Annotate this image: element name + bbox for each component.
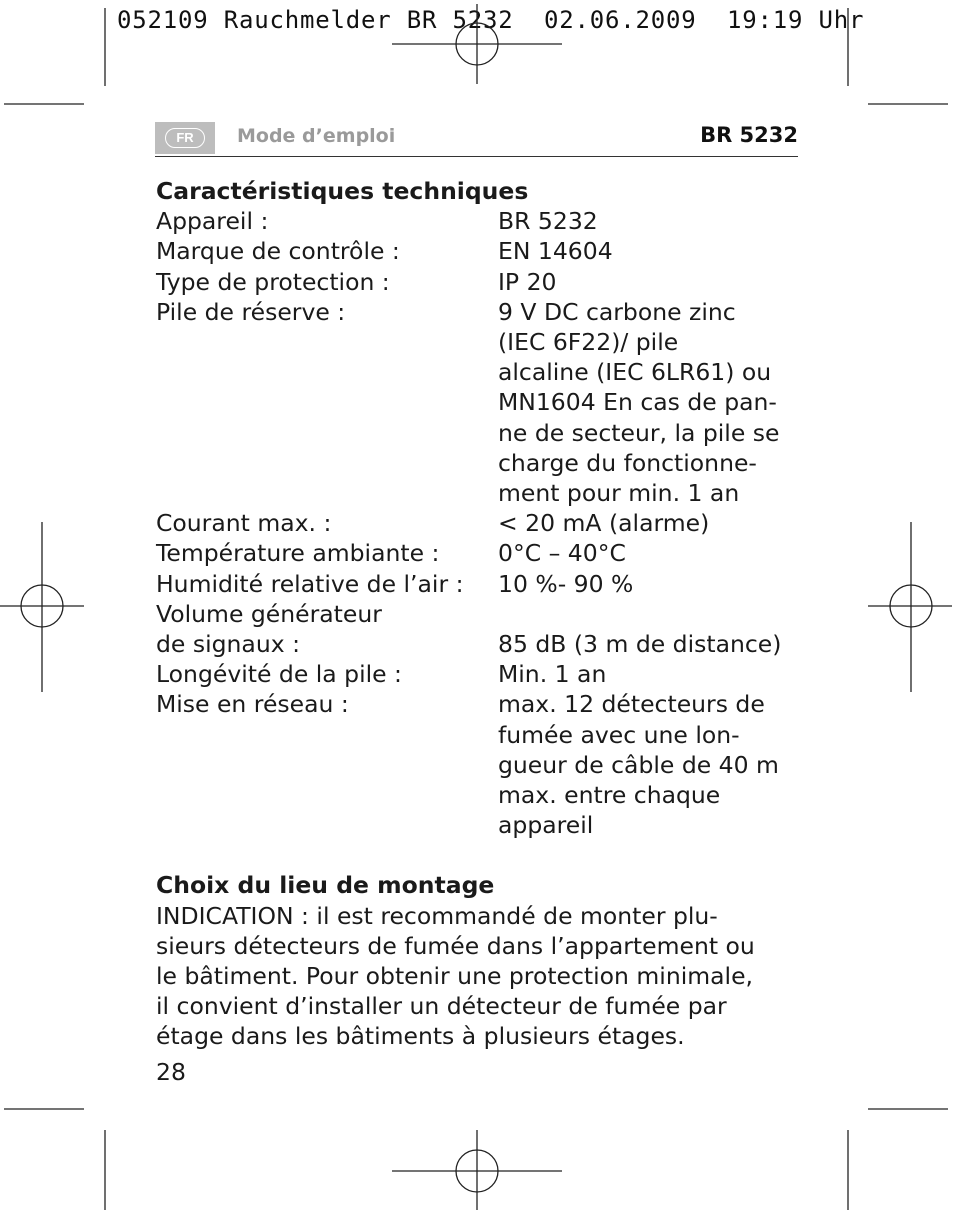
page-content xyxy=(156,176,806,1052)
spec-row xyxy=(156,689,806,840)
spec-value: BR 5232 xyxy=(498,207,598,236)
specs-heading: Caractéristiques techniques xyxy=(156,177,529,205)
spec-label: Pile de réserve : xyxy=(156,297,346,326)
spec-label: Longévité de la pile : xyxy=(156,660,402,689)
spec-row xyxy=(156,659,806,689)
spec-row xyxy=(156,599,806,659)
spec-value: Min. 1 an xyxy=(498,660,607,689)
print-slug: 052109 Rauchmelder BR 5232 02.06.2009 19:19 Uhr xyxy=(117,6,865,34)
section-label: Mode d’emploi xyxy=(237,125,396,147)
specs-table xyxy=(156,206,806,840)
spec-label: Température ambiante : xyxy=(156,539,440,568)
spec-label: Courant max. : xyxy=(156,509,332,538)
spec-value: 9 V DC carbone zinc (IEC 6F22)/ pile alcaline (IEC 6LR61) ou MN1604 En cas de pan- ne de secteur, la pile se charge du fonctionne- ment pour min. 1 an xyxy=(498,297,780,508)
spec-value: EN 14604 xyxy=(498,237,613,266)
spec-row xyxy=(156,538,806,568)
spec-row xyxy=(156,297,806,508)
page-number: 28 xyxy=(156,1058,186,1086)
mounting-paragraph: INDICATION : il est recommandé de monter plu- sieurs détecteurs de fumée dans l’appartement ou le bâtiment. Pour obtenir une protection minimale, il convient d’installer un détecteur de fumée par étage dans les bâtiments à plusieurs étages. xyxy=(156,901,755,1051)
spec-value: < 20 mA (alarme) xyxy=(498,509,710,538)
spec-label: Marque de contrôle : xyxy=(156,237,400,266)
mounting-heading: Choix du lieu de montage xyxy=(156,871,495,900)
spec-value: 85 dB (3 m de distance) xyxy=(498,630,782,659)
spec-row xyxy=(156,569,806,599)
spec-row xyxy=(156,206,806,236)
spec-label: Type de protection : xyxy=(156,267,390,296)
spec-value: max. 12 détecteurs de fumée avec une lon- gueur de câble de 40 m max. entre chaque appareil xyxy=(498,690,779,840)
spec-row xyxy=(156,267,806,297)
spec-label: Appareil : xyxy=(156,207,269,236)
spec-label: Mise en réseau : xyxy=(156,690,349,719)
spec-label: Humidité relative de l’air : xyxy=(156,569,464,598)
spec-row xyxy=(156,508,806,538)
language-badge xyxy=(155,122,215,154)
language-badge-label: FR xyxy=(165,128,205,148)
spec-label: Volume générateur de signaux : xyxy=(156,599,382,659)
section-gap xyxy=(156,840,806,870)
page-header xyxy=(155,120,798,157)
spec-row xyxy=(156,236,806,266)
model-label: BR 5232 xyxy=(700,123,798,147)
spec-value: 10 %- 90 % xyxy=(498,569,634,598)
spec-value: IP 20 xyxy=(498,267,557,296)
spec-value: 0°C – 40°C xyxy=(498,539,626,568)
